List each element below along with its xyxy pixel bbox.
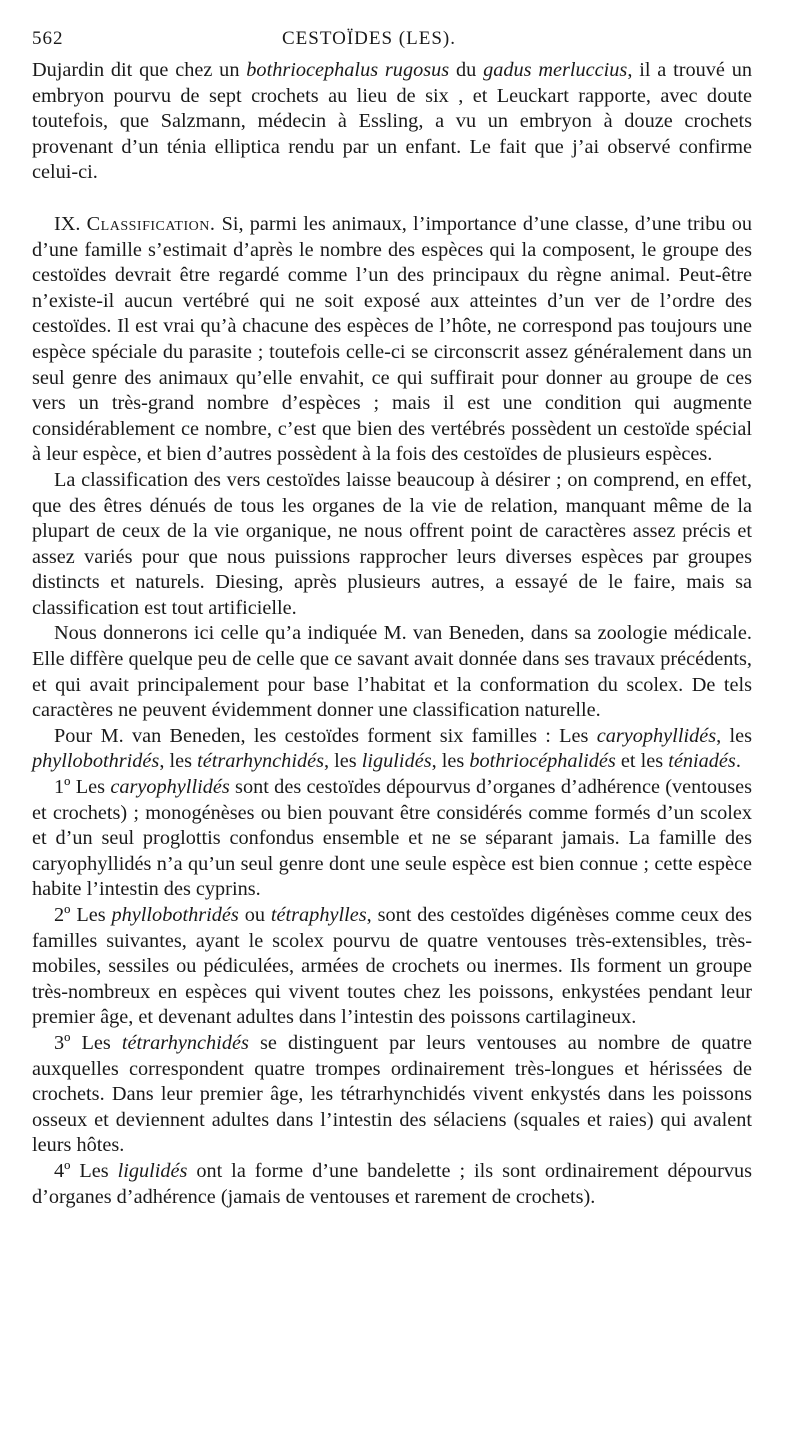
paragraph [32,58,752,186]
family-name: tétraphylles [270,904,367,926]
body-text [32,58,752,1210]
text-run: et les [615,750,669,773]
text-run: , les [324,750,362,773]
text-run: La classification des vers cestoïdes laisse beaucoup à désirer ; on comprend, en effet, que des êtres dénués de tous les organes de la vie de relation, manquant même de la plupart de ceux de la vie organique, ne nous offrent point de caractères assez précis et assez variés pour que nous puissions rapprocher leurs diverses espèces par groupes distincts et naturels. Diesing, après plusieurs autres, a essayé de le faire, mais sa classification est tout artificielle. [32,468,752,619]
paragraph [32,468,752,622]
family-name: téniadés [668,750,736,773]
text-run: , sont des cestoïdes digénèses comme ceux des familles suivantes, ayant le scolex pourvu de quatre ventouses très-extensibles, très-mobiles, sessiles ou pédiculées, armées de crochets ou inermes. Ils forment un groupe très-nombreux en espèces qui vivent toutes chez les poissons, enkystées pendant leur premier âge, et devenant adultes dans l’intestin des poissons cartilagineux. [32,904,752,1029]
text-run: ont la forme d’une bandelette ; ils sont ordinairement dépourvus d’organes d’adhérence (jamais de ventouses et rarement de crochets). [32,1159,752,1208]
page-header [32,28,752,58]
text-run: , les [716,724,752,747]
running-title: CESTOÏDES (LES). [282,28,456,49]
text-run: Pour M. van Beneden, les cestoïdes forment six familles : Les [54,724,597,747]
text-run: 4º Les [54,1159,118,1182]
section-number: IX. [54,212,87,235]
species-name: gadus merluccius [483,59,628,81]
species-name: bothriocephalus rugosus [246,59,450,81]
paragraph [32,1159,752,1210]
section-heading: Classification. [86,212,216,235]
text-run: sont des cestoïdes dépourvus d’organes d’adhérence (ventouses et crochets) ; monogénèses ou bien pouvant être considérés comme formés d’un scolex et d’un seul proglottis confondus ensemble et ne se séparant jamais. La famille des caryophyllidés n’a qu’un seul genre dont une seule espèce est bien connue ; cette espèce habite l’intestin des cyprins. [32,776,753,901]
family-name: caryophyllidés [596,724,717,747]
text-run: , les [431,750,470,773]
page-number: 562 [32,28,64,49]
family-name: tétrarhynchidés [121,1031,249,1054]
text-run: Nous donnerons ici celle qu’a indiquée M. van Beneden, dans sa zoologie médicale. Elle diffère quelque peu de celle que ce savant avait donnée dans ses travaux précédents, et qui avait principalement pour base l’habitat et la conformation du scolex. De tels caractères ne peuvent évidemment donner une classification naturelle. [32,622,752,722]
paragraph [32,775,752,903]
paragraph [32,212,752,468]
text-run: Si, parmi les animaux, l’importance d’une classe, d’une tribu ou d’une famille s’estimait d’après le nombre des espèces qui la composent, le groupe des cestoïdes devrait être regardé comme l’un des principaux du règne animal. Peut-être n’existe-il aucun vertébré qui ne soit exposé aux atteintes d’un ver de l’ordre des cestoïdes. Il est vrai qu’à chacune des espèces de l’hôte, ne correspond pas toujours une espèce spéciale du parasite ; toutefois celle-ci se circonscrit assez généralement dans un seul genre des animaux qu’elle envahit, ce qui suffirait pour donner au groupe de ces vers un très-grand nombre d’espèces ; mais il est une condition qui augmente considérablement ce nombre, c’est que bien des vertébrés possèdent un cestoïde spécial à leur espèce, et bien d’autres possèdent à la fois des cestoïdes de plusieurs espèces. [32,212,752,466]
family-name: ligulidés [117,1159,188,1182]
paragraph [32,903,752,1031]
text-run: , il a trouvé un embryon pourvu de sept crochets au lieu de six , et Leuckart rapporte, avec doute toutefois, que Salzmann, médecin à Essling, a vu un embryon à douze crochets provenant d’un ténia elliptica rendu par un enfant. Le fait que j’ai observé confirme celui-ci. [32,59,753,184]
family-name: phyllobothridés [32,750,160,773]
text-run: du [449,59,484,81]
family-name: tétrarhynchidés [197,750,324,773]
paragraph [32,724,752,775]
text-run: ou [238,904,271,926]
text-run: 2º Les [54,904,112,926]
text-run: 1º Les [54,776,111,799]
paragraph [32,1031,752,1159]
family-name: bothriocéphalidés [469,750,616,773]
family-name: ligulidés [361,750,432,773]
text-run: Dujardin dit que chez un [32,59,247,81]
family-name: phyllobothridés [111,904,239,926]
text-run: , les [159,750,198,773]
family-name: caryophyllidés [110,776,230,799]
text-run: se distinguent par leurs ventouses au nombre de quatre auxquelles correspondent quatre trompes ordinairement très-longues et hérissées de crochets. Dans leur premier âge, les tétrarhynchidés vivent enkystés dans les poissons osseux et deviennent adultes dans l’intestin des sélaciens (squales et raies) qui avalent leurs hôtes. [32,1031,752,1157]
text-run: 3º Les [54,1031,122,1054]
text-run: . [735,750,741,773]
paragraph [32,621,752,723]
